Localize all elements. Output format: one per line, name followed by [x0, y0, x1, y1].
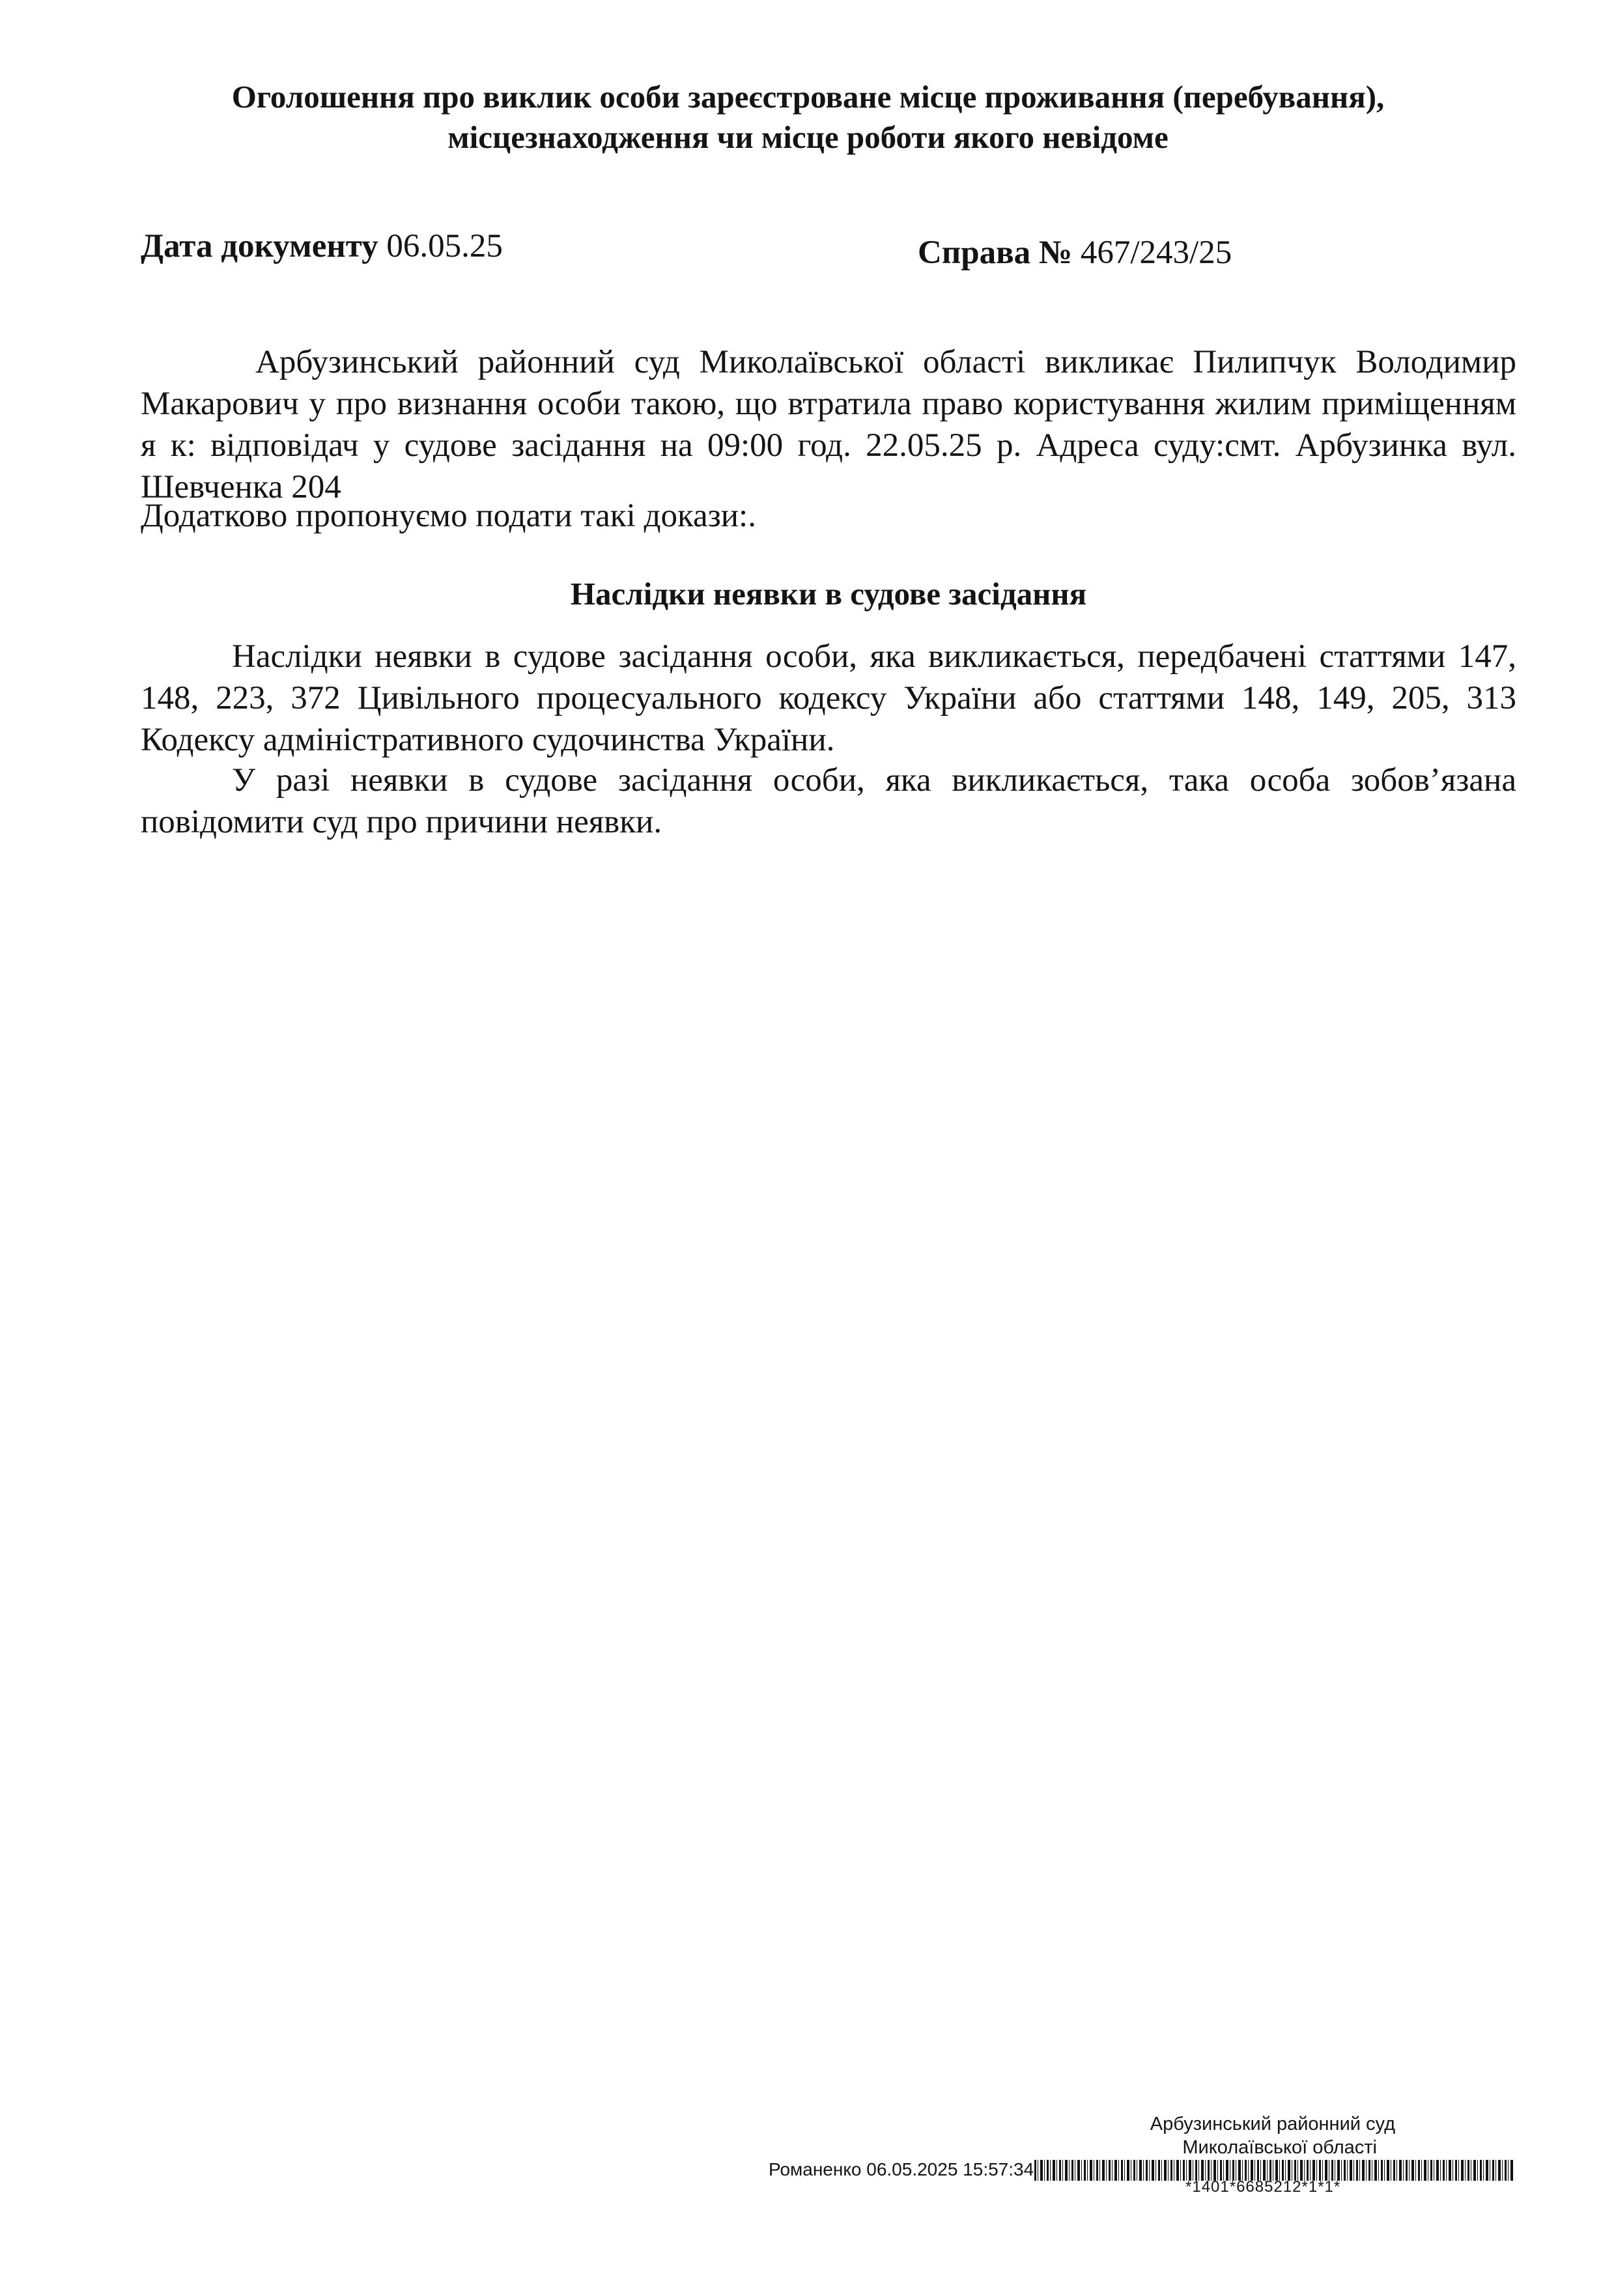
- title-line-2: місцезнаходження чи місце роботи якого невідоме: [447, 119, 1169, 155]
- case-label: Справа №: [918, 234, 1073, 271]
- stamp-user-timestamp: Романенко 06.05.2025 15:57:34: [769, 2159, 1034, 2179]
- stamp-court-region: Миколаївської області: [1182, 2137, 1377, 2158]
- consequences-heading: Наслідки неявки в судове засідання: [570, 576, 1087, 612]
- date-value: 06.05.25: [386, 228, 503, 264]
- consequences-paragraph-1: Наслідки неявки в судове засідання особи, яка викликається, передбачені статтями 147, 148, 223, 372 Цивільного процесуального кодексу України або статтями 148, 149, 205, 313 Кодексу адміністративного судочинства України.: [141, 638, 1516, 758]
- case-value: 467/243/25: [1080, 234, 1232, 271]
- barcode-number: *1401*6685212*1*1*: [1185, 2178, 1341, 2196]
- consequences-paragraph-2: У разі неявки в судове засідання особи, яка викликається, така особа зобов’язана повідомити суд про причини неявки.: [141, 762, 1516, 840]
- title-line-1: Оголошення про виклик особи зареєстроване місце проживання (перебування),: [231, 79, 1385, 115]
- date-label: Дата документу: [141, 228, 378, 264]
- case-number: [918, 232, 1232, 274]
- document-date: [141, 225, 503, 267]
- registration-stamp: [769, 2109, 1518, 2265]
- document-title: [130, 77, 1486, 158]
- additional-evidence-line: Додатково пропонуємо подати такі докази:.: [141, 498, 756, 534]
- stamp-court-name: Арбузинський районний суд: [1150, 2114, 1395, 2134]
- summons-paragraph: Арбузинський районний суд Миколаївської області викликає Пилипчук Володимир Макарович у про визнання особи такою, що втратила право користування жилим приміщенням я к: відповідач у судове засідання на 09:00 год. 22.05.25 р. Адреса суду:смт. Арбузинка вул. Шевченка 204: [141, 344, 1516, 505]
